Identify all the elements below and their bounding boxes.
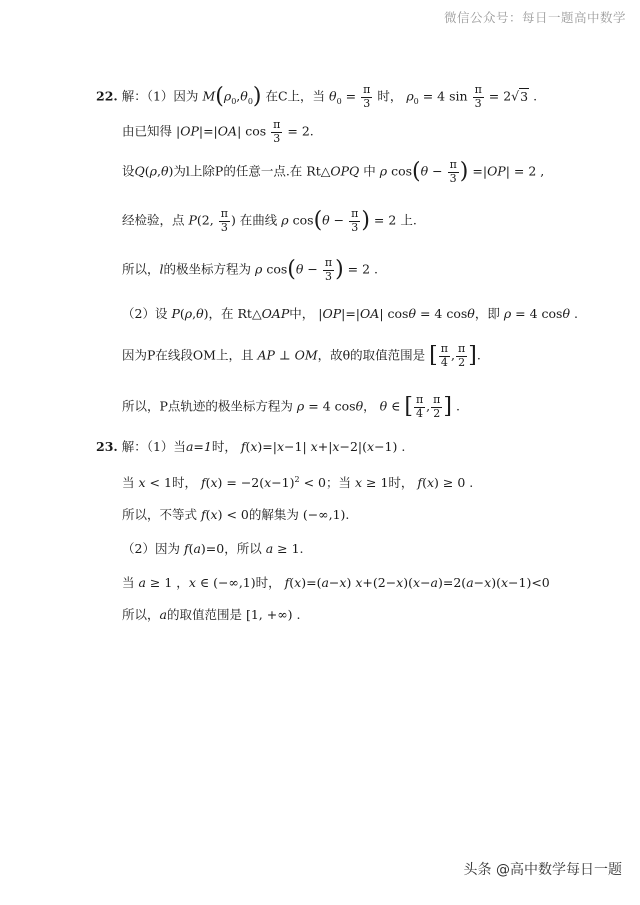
q23-line-2: 当 x < 1时， $f(x) = -2(x-1)^2 < 0$；当 x ≥ 1时， f(x) ≥ 0 .: [122, 475, 474, 491]
q22-on-c: 在C上，当: [265, 88, 326, 104]
q22-set: 设: [122, 163, 135, 179]
q22-l: l: [159, 261, 164, 277]
q23-line-1: 23. 解：（1）当a=1时， f(x)=|x−1| x+|x−2|(x−1) .: [96, 439, 406, 454]
q23-so: 所以，不等式: [122, 507, 198, 522]
q23-jie: 解：（1）当: [121, 439, 186, 454]
q22-mid: 中，: [289, 306, 315, 321]
q22-so2: 所以，: [122, 398, 160, 414]
q22-line-4: 经检验，点 P(2, $\frac{\pi}{3}$ ) 在曲线 ρ cos(θ − $\frac{\pi}{3}$ ) = 2 上.: [122, 207, 417, 234]
q22-curve: 在曲线: [239, 212, 278, 228]
q22-line-6: （2）设 P(ρ,θ)，在 Rt△OAP中， |OP|=|OA| cosθ = 4 cosθ，即 ρ = 4 cosθ .: [122, 306, 578, 321]
q23-so3: 所以，: [122, 607, 160, 622]
q22-number: 22.: [96, 88, 118, 104]
q22-polar-text: 的极坐标方程为: [163, 261, 252, 277]
q22-in: 中: [363, 163, 376, 179]
q23-shi3: 时，: [255, 575, 281, 590]
q22-known: 由已知得: [122, 123, 173, 139]
q23-shi2: 时，: [388, 475, 414, 491]
q22-ji: ，即: [474, 306, 500, 321]
q23-a: a: [159, 607, 167, 622]
q23-part2: （2）因为: [122, 541, 180, 556]
q22-line-5: 所以，l的极坐标方程为 ρ cos(θ − $\frac{\pi}{3}$ ) = 2 .: [122, 256, 378, 283]
q22-locus: P点轨迹的极坐标方程为: [159, 398, 293, 414]
q22-part2: （2）设: [122, 306, 168, 321]
q22-so: 所以，: [122, 261, 160, 277]
q23-sol: 的解集为: [248, 507, 299, 522]
q22-range: ，故θ的取值范围是: [317, 347, 426, 363]
q23-sep: ；当: [325, 475, 351, 491]
footer-watermark: 头条 @高中数学每日一题: [463, 862, 622, 878]
q23-range: 的取值范围是: [166, 607, 242, 622]
q23-a-eq: a=1: [185, 439, 212, 454]
q22-on: 上.: [400, 212, 417, 228]
q22-q-text: 为l上除P的任意一点.在: [173, 163, 303, 179]
q22-line-8: 所以，P点轨迹的极坐标方程为 ρ = 4 cosθ， θ ∈ [ $\frac{\pi}{4}$ , $\frac{\pi}{2}$ ] .: [122, 393, 460, 420]
q23-when: 时，: [211, 439, 237, 454]
q22-line-3: 设Q(ρ,θ)为l上除P的任意一点.在 Rt△OPQ 中 ρ cos(θ − $\frac{\pi}{3}$ ) =|OP| = 2 ,: [122, 158, 545, 185]
q22-comma: ，: [363, 398, 376, 414]
q23-when2: 当: [122, 575, 135, 590]
q23-when1: 当: [122, 475, 135, 491]
q22-line-1: 22. 解：（1）因为 $M(\rho_0,\theta_0)$ 在C上，当 $\theta_0$ = $\frac{\pi}{3}$ 时， $\rho_0 = 4$ sin $\frac{\pi}{3}$ = 2√3 .: [96, 83, 538, 110]
q23-shi: 时，: [171, 475, 197, 491]
q23-line-4: （2）因为 f(a)=0，所以 a ≥ 1.: [122, 541, 304, 556]
q22-when: 时，: [377, 88, 403, 104]
header-watermark: 微信公众号：每日一题高中数学: [443, 10, 626, 25]
q22-check: 经检验，点: [122, 212, 185, 228]
q22-because: 因为P在线段OM上，且: [122, 347, 254, 363]
q23-line-3: 所以，不等式 f(x) < 0的解集为 (−∞,1).: [122, 507, 350, 522]
q22-jie: 解：（1）因为: [121, 88, 199, 104]
q23-number: 23.: [96, 439, 118, 454]
q23-line-6: 所以，a的取值范围是 [1, +∞) .: [122, 607, 301, 622]
q22-line-2: 由已知得 |OP|=|OA| cos $\frac{\pi}{3}$ = 2.: [122, 118, 314, 145]
q22-line-7: 因为P在线段OM上，且 AP ⊥ OM，故θ的取值范围是 [ $\frac{\pi}{4}$ , $\frac{\pi}{2}$ ].: [122, 342, 481, 369]
q23-so2: ，所以: [224, 541, 262, 556]
q23-line-5: 当 a ≥ 1 ，x ∈ (−∞,1)时， f(x)=(a−x) x+(2−x)(x−a)=2(a−x)(x−1)<0: [122, 575, 550, 590]
q22-in2: ，在: [208, 306, 234, 321]
